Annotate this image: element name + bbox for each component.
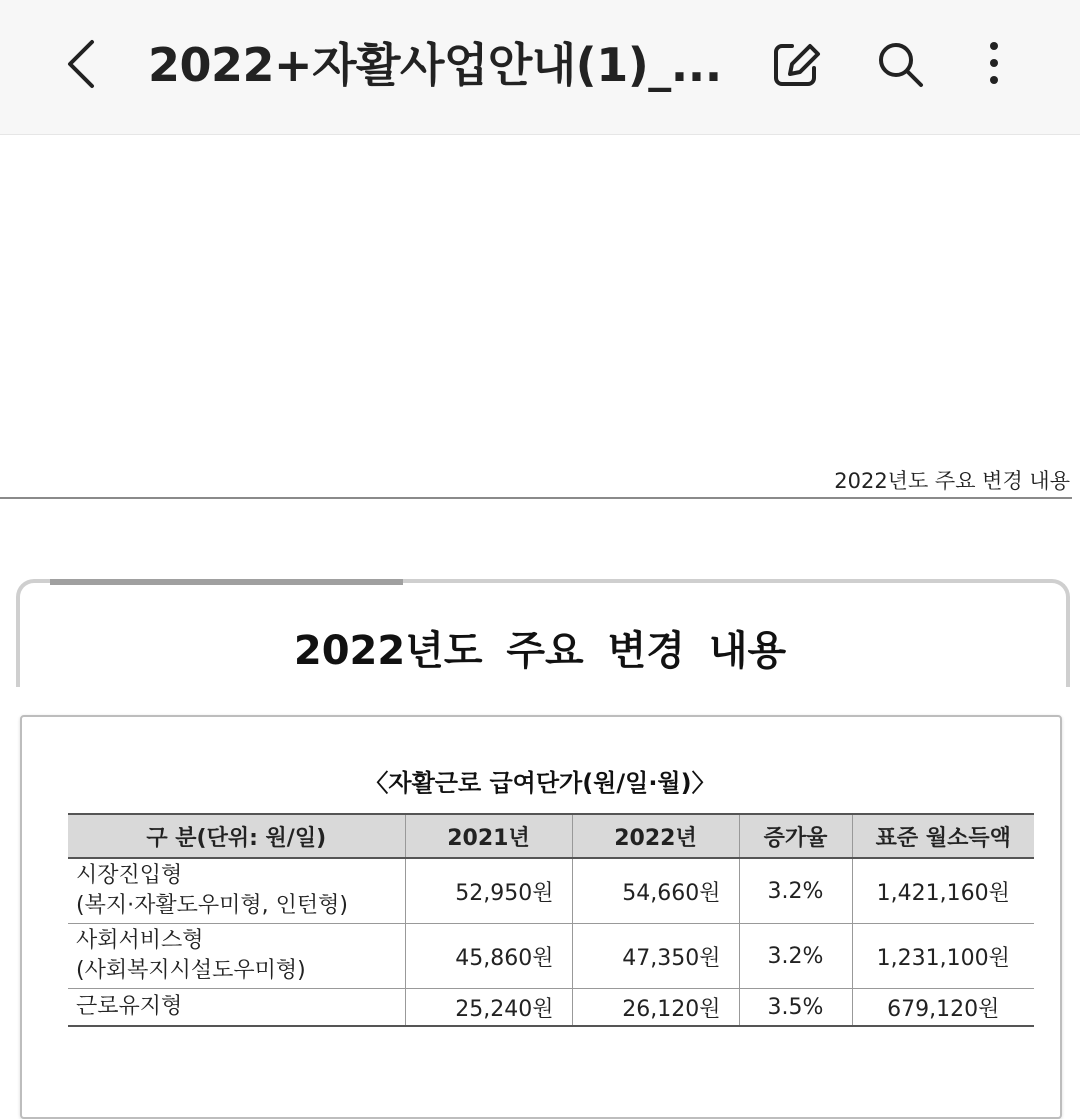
value-2021: 45,860원 [405, 924, 572, 989]
header-rule [0, 497, 1072, 499]
row-name: 시장진입형 [76, 863, 183, 888]
search-button[interactable] [872, 36, 928, 92]
value-2021: 25,240원 [405, 989, 572, 1027]
back-button[interactable] [58, 34, 110, 94]
table-header-row [68, 814, 1034, 858]
table-row [68, 989, 1034, 1027]
table-row [68, 924, 1034, 989]
wage-table [68, 813, 1034, 1027]
table-row [68, 858, 1034, 924]
section-title: 2022년도 주요 변경 내용 [293, 628, 787, 674]
table-header-cell: 증가율 [739, 814, 852, 858]
edit-icon [768, 36, 824, 92]
table-header-cell: 2022년 [572, 814, 739, 858]
table-header-cell: 2021년 [405, 814, 572, 858]
value-monthly: 1,421,160원 [852, 858, 1034, 924]
table-header-cell: 구 분(단위: 원/일) [68, 814, 405, 858]
running-header: 2022년도 주요 변경 내용 [834, 469, 1070, 493]
edit-button[interactable] [768, 36, 824, 92]
document-title: 2022+자활사업안내(1)_... [148, 38, 722, 92]
row-name: 사회서비스형 [76, 928, 204, 953]
row-subname: (복지·자활도우미형, 인턴형) [76, 893, 348, 918]
value-rate: 3.5% [739, 989, 852, 1027]
table-caption: 〈자활근로 급여단가(원/일·월)〉 [364, 769, 716, 797]
row-label-cell [68, 924, 405, 989]
table-header-cell: 표준 월소득액 [852, 814, 1034, 858]
value-monthly: 679,120원 [852, 989, 1034, 1027]
more-vertical-icon [970, 36, 1018, 92]
section-title-accent [50, 579, 403, 585]
row-label-cell [68, 989, 405, 1027]
search-icon [872, 36, 928, 92]
value-2021: 52,950원 [405, 858, 572, 924]
chevron-left-icon [58, 34, 110, 94]
value-2022: 54,660원 [572, 858, 739, 924]
value-2022: 47,350원 [572, 924, 739, 989]
value-monthly: 1,231,100원 [852, 924, 1034, 989]
value-2022: 26,120원 [572, 989, 739, 1027]
row-label-cell [68, 858, 405, 924]
app-bar [0, 0, 1080, 135]
row-subname: (사회복지시설도우미형) [76, 958, 306, 983]
value-rate: 3.2% [739, 858, 852, 924]
document-page[interactable] [0, 135, 1080, 1045]
value-rate: 3.2% [739, 924, 852, 989]
row-name: 근로유지형 [76, 994, 183, 1019]
more-options-button[interactable] [970, 36, 1018, 92]
